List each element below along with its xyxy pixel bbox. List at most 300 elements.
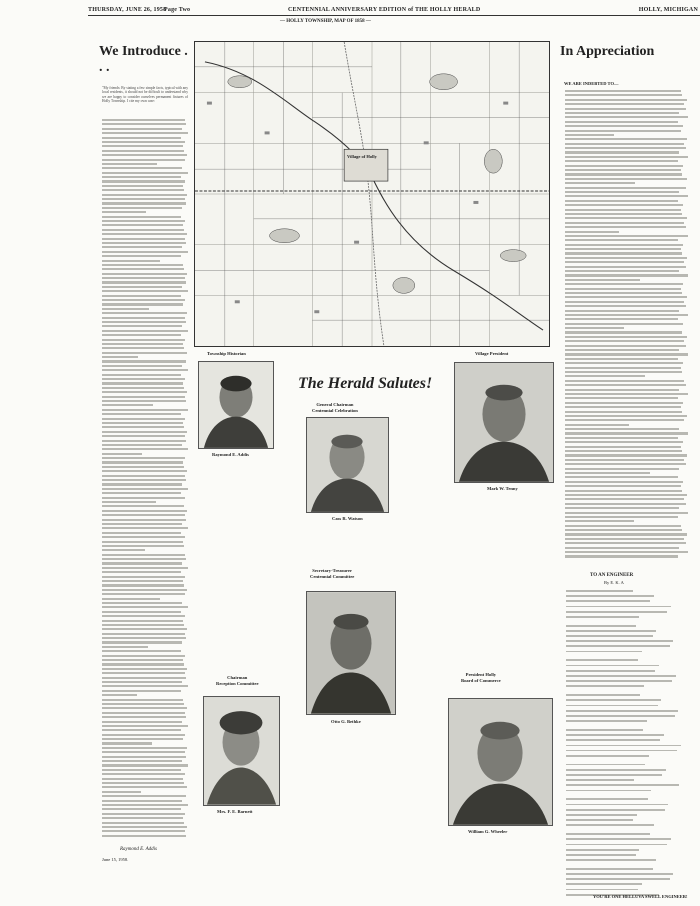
text-line [102, 453, 142, 455]
text-line [565, 274, 688, 276]
text-line [102, 782, 184, 784]
text-line [102, 685, 188, 687]
poem-line [566, 611, 667, 613]
text-line [102, 694, 137, 696]
text-line [102, 703, 184, 705]
masthead-page: Page Two [164, 7, 191, 13]
text-line [102, 224, 183, 226]
text-line [565, 476, 678, 478]
text-line [102, 246, 182, 248]
text-line [565, 226, 686, 228]
text-line [565, 349, 679, 351]
text-line [102, 523, 182, 525]
text-line [102, 242, 186, 244]
text-line [565, 463, 686, 465]
text-line [102, 391, 187, 393]
portrait-image [307, 592, 395, 714]
text-line [102, 769, 181, 771]
text-line [102, 343, 183, 345]
text-line [102, 628, 187, 630]
masthead-edition: CENTENNIAL ANNIVERSARY EDITION of THE HOLLY HERALD [288, 7, 481, 13]
text-line [565, 279, 640, 281]
text-line [102, 207, 182, 209]
caption-name-3: Mark W. Tenny [487, 486, 518, 491]
text-line [102, 334, 181, 336]
text-line [565, 156, 688, 158]
text-line [565, 310, 679, 312]
text-line [565, 397, 678, 399]
poem-line [566, 873, 673, 875]
poem-line [566, 710, 678, 712]
text-line [102, 396, 185, 398]
appreciation-body-text [565, 90, 688, 565]
text-line [102, 549, 145, 551]
text-line [102, 514, 185, 516]
text-line [102, 435, 185, 437]
text-line [102, 659, 183, 661]
text-line [102, 760, 182, 762]
text-line [565, 525, 681, 527]
text-line [102, 211, 146, 213]
poem-line [566, 645, 670, 647]
text-line [102, 747, 187, 749]
poem-line [566, 699, 661, 701]
masthead [88, 6, 700, 16]
text-line [102, 756, 186, 758]
poem-line [566, 635, 653, 637]
text-line [102, 418, 185, 420]
text-line [565, 231, 619, 233]
text-line [102, 180, 185, 182]
poem-closing-line: YOU'RE ONE HELLUVA SWELL ENGINEER! [593, 894, 688, 899]
text-line [565, 345, 686, 347]
poem-line [566, 600, 650, 602]
text-line [565, 340, 684, 342]
text-line [565, 94, 682, 96]
poem-line [566, 859, 656, 861]
text-line [565, 450, 682, 452]
text-line [565, 424, 629, 426]
text-line [102, 260, 160, 262]
text-line [565, 121, 678, 123]
text-line [565, 485, 681, 487]
poem-line [566, 659, 638, 661]
text-line [565, 459, 684, 461]
text-line [565, 112, 679, 114]
text-line [102, 137, 181, 139]
portrait-photo-barnett [203, 696, 280, 806]
text-line [565, 187, 686, 189]
text-line [102, 347, 184, 349]
text-line [565, 411, 682, 413]
text-line [565, 108, 686, 110]
text-line [102, 409, 188, 411]
text-line [102, 532, 181, 534]
text-line [102, 488, 188, 490]
text-line [565, 454, 687, 456]
text-line [565, 270, 679, 272]
portrait-image [307, 418, 388, 512]
text-line [565, 555, 678, 557]
poem-line [566, 819, 633, 821]
text-line [565, 195, 688, 197]
text-line [565, 314, 688, 316]
text-line [102, 194, 187, 196]
poem-line [566, 833, 650, 835]
caption-title-1: Township Historian [207, 351, 246, 356]
text-line [102, 251, 188, 253]
text-line [565, 384, 686, 386]
text-line [565, 331, 682, 333]
text-line [102, 123, 186, 125]
text-line [102, 299, 185, 301]
text-line [102, 404, 153, 406]
text-line [102, 822, 184, 824]
text-line [102, 672, 185, 674]
text-line [102, 646, 148, 648]
text-line [102, 773, 185, 775]
text-line [102, 145, 183, 147]
text-line [102, 606, 188, 608]
text-line [102, 202, 186, 204]
text-line [565, 257, 687, 259]
text-line [565, 222, 684, 224]
text-line [565, 432, 688, 434]
poem-line [566, 651, 642, 653]
text-line [565, 99, 687, 101]
text-line [565, 147, 686, 149]
caption-title-4: Chairman Reception Committee [216, 675, 259, 686]
text-line [102, 132, 188, 134]
text-line [565, 244, 683, 246]
text-line [102, 712, 185, 714]
text-line [102, 602, 182, 604]
text-line [565, 538, 684, 540]
text-line [102, 141, 185, 143]
text-line [102, 426, 184, 428]
poem-line [566, 868, 653, 870]
text-line [102, 387, 184, 389]
text-line [102, 725, 188, 727]
text-line [102, 312, 187, 314]
text-line [565, 389, 679, 391]
text-line [102, 650, 181, 652]
poem-line [566, 675, 676, 677]
text-line [565, 151, 679, 153]
map-title: — HOLLY TOWNSHIP, MAP OF 1858 — [280, 19, 371, 24]
intro-signature: Raymond E. Addis [120, 847, 157, 852]
text-line [565, 446, 681, 448]
text-line [565, 529, 682, 531]
text-line [102, 786, 187, 788]
text-line [102, 422, 183, 424]
poem-line [566, 750, 677, 752]
text-line [565, 533, 687, 535]
text-line [102, 448, 188, 450]
text-line [102, 637, 186, 639]
text-line [102, 510, 187, 512]
poem-line [566, 838, 671, 840]
text-line [102, 290, 188, 292]
text-line [102, 497, 185, 499]
text-line [102, 541, 183, 543]
text-line [102, 431, 187, 433]
text-line [102, 325, 182, 327]
text-line [102, 360, 186, 362]
text-line [102, 286, 182, 288]
text-line [565, 301, 684, 303]
text-line [565, 498, 684, 500]
poem-line [566, 685, 644, 687]
text-line [102, 677, 186, 679]
text-line [102, 571, 181, 573]
poem-line [566, 630, 656, 632]
poem-line [566, 715, 675, 717]
poem-line [566, 790, 651, 792]
portrait-photo-tenny [454, 362, 554, 483]
text-line [565, 547, 679, 549]
text-line [102, 562, 182, 564]
text-line [565, 362, 683, 364]
text-line [102, 479, 186, 481]
text-line [102, 159, 185, 161]
poem-line [566, 670, 655, 672]
text-line [565, 419, 684, 421]
text-line [565, 428, 679, 430]
text-line [565, 239, 678, 241]
poem-line [566, 809, 665, 811]
text-line [565, 305, 686, 307]
text-line [565, 472, 650, 474]
text-line [102, 527, 188, 529]
text-line [565, 235, 688, 237]
caption-name-1: Raymond E. Addis [212, 452, 249, 457]
text-line [565, 393, 688, 395]
text-line [565, 353, 688, 355]
text-line [102, 576, 185, 578]
masthead-date: THURSDAY, JUNE 26, 1958 [88, 7, 167, 13]
text-line [102, 365, 182, 367]
text-line [102, 699, 183, 701]
text-line [102, 413, 181, 415]
text-line [102, 729, 181, 731]
text-line [102, 764, 188, 766]
text-line [565, 138, 687, 140]
text-line [102, 317, 185, 319]
text-line [102, 378, 185, 380]
text-line [565, 292, 682, 294]
text-line [565, 173, 682, 175]
portrait-photo-wheeler [448, 698, 553, 826]
text-line [102, 356, 138, 358]
text-line [102, 620, 183, 622]
poem-body [566, 590, 688, 896]
portrait-photo-bethke [306, 591, 396, 715]
text-line [565, 358, 678, 360]
text-line [102, 791, 141, 793]
text-line [565, 327, 624, 329]
poem-line [566, 804, 668, 806]
text-line [102, 374, 181, 376]
text-line [102, 128, 182, 130]
text-line [102, 154, 187, 156]
poem-title: TO AN ENGINEER [590, 573, 634, 578]
text-line [565, 551, 688, 553]
caption-title-2: General Chairman Centennial Celebration [312, 402, 358, 413]
introduce-heading: We Introduce . . . [99, 44, 188, 75]
poem-line [566, 606, 671, 608]
text-line [565, 296, 687, 298]
caption-name-5: Otto G. Bethke [331, 719, 361, 724]
poem-line [566, 849, 639, 851]
text-line [102, 751, 185, 753]
text-line [102, 817, 183, 819]
text-line [565, 375, 645, 377]
text-line [102, 440, 186, 442]
text-line [102, 229, 184, 231]
text-line [102, 176, 181, 178]
text-line [565, 160, 678, 162]
text-line [565, 490, 682, 492]
text-line [565, 481, 683, 483]
text-line [565, 283, 683, 285]
poem-line [566, 824, 654, 826]
portrait-image [204, 697, 279, 805]
text-line [102, 716, 186, 718]
text-line [102, 400, 186, 402]
text-line [102, 800, 182, 802]
text-line [565, 178, 687, 180]
text-line [565, 209, 681, 211]
text-line [565, 507, 679, 509]
text-line [102, 554, 185, 556]
intro-date: June 15, 1958. [102, 857, 129, 862]
text-line [102, 804, 188, 806]
text-line [102, 216, 181, 218]
text-line [565, 125, 683, 127]
caption-name-6: William G. Wheeler [468, 829, 508, 834]
text-line [102, 624, 184, 626]
poem-line [566, 814, 637, 816]
text-line [102, 611, 181, 613]
township-map-1858 [194, 41, 550, 347]
poem-line [566, 665, 659, 667]
text-line [565, 468, 679, 470]
intro-body-text [102, 119, 188, 844]
text-line [102, 444, 182, 446]
text-line [102, 584, 184, 586]
text-line [102, 483, 182, 485]
text-line [565, 204, 683, 206]
text-line [102, 172, 188, 174]
map-drawing [195, 42, 549, 346]
text-line [102, 795, 186, 797]
text-line [102, 589, 187, 591]
text-line [565, 130, 681, 132]
poem-line [566, 720, 647, 722]
text-line [102, 808, 181, 810]
text-line [102, 707, 187, 709]
text-line [565, 191, 679, 193]
text-line [102, 163, 157, 165]
text-line [565, 520, 634, 522]
text-line [102, 738, 183, 740]
text-line [102, 185, 183, 187]
text-line [102, 189, 184, 191]
poem-line [566, 844, 667, 846]
text-line [565, 103, 684, 105]
text-line [102, 277, 185, 279]
poem-line [566, 889, 638, 891]
text-line [102, 519, 186, 521]
text-line [102, 742, 152, 744]
poem-line [566, 595, 654, 597]
text-line [102, 308, 149, 310]
text-line [565, 318, 678, 320]
poem-line [566, 616, 639, 618]
poem-line [566, 854, 636, 856]
text-line [102, 641, 182, 643]
poem-line [566, 878, 670, 880]
text-line [102, 734, 185, 736]
text-line [565, 182, 635, 184]
text-line [102, 150, 184, 152]
text-line [102, 558, 186, 560]
text-line [102, 273, 187, 275]
text-line [102, 501, 156, 503]
text-line [565, 248, 681, 250]
poem-line [566, 755, 649, 757]
text-line [102, 545, 184, 547]
text-line [102, 382, 183, 384]
text-line [565, 380, 684, 382]
text-line [102, 321, 186, 323]
indebted-line: WE ARE INDEBTED TO— [564, 81, 619, 86]
text-line [102, 475, 185, 477]
portrait-photo-watson [306, 417, 389, 513]
caption-title-3: Village President [475, 351, 509, 356]
text-line [102, 580, 183, 582]
poem-line [566, 798, 648, 800]
text-line [102, 668, 187, 670]
text-line [565, 288, 681, 290]
text-line [565, 252, 682, 254]
text-line [565, 116, 688, 118]
poem-line [566, 734, 664, 736]
text-line [565, 90, 681, 92]
poem-line [566, 590, 633, 592]
map-village-label: Village of Holly [347, 154, 377, 159]
text-line [565, 213, 682, 215]
portrait-image [449, 699, 552, 825]
text-line [102, 352, 187, 354]
appreciation-heading: In Appreciation [560, 44, 655, 59]
text-line [102, 167, 182, 169]
masthead-place: HOLLY, MICHIGAN [638, 7, 698, 13]
text-line [102, 470, 187, 472]
text-line [102, 457, 185, 459]
text-line [565, 367, 681, 369]
text-line [102, 369, 188, 371]
text-line [102, 281, 186, 283]
portrait-image [455, 363, 553, 482]
text-line [565, 494, 687, 496]
text-line [565, 406, 681, 408]
text-line [102, 238, 185, 240]
text-line [102, 198, 185, 200]
text-line [102, 295, 181, 297]
caption-title-6: President Holly Board of Commerce [461, 672, 501, 683]
